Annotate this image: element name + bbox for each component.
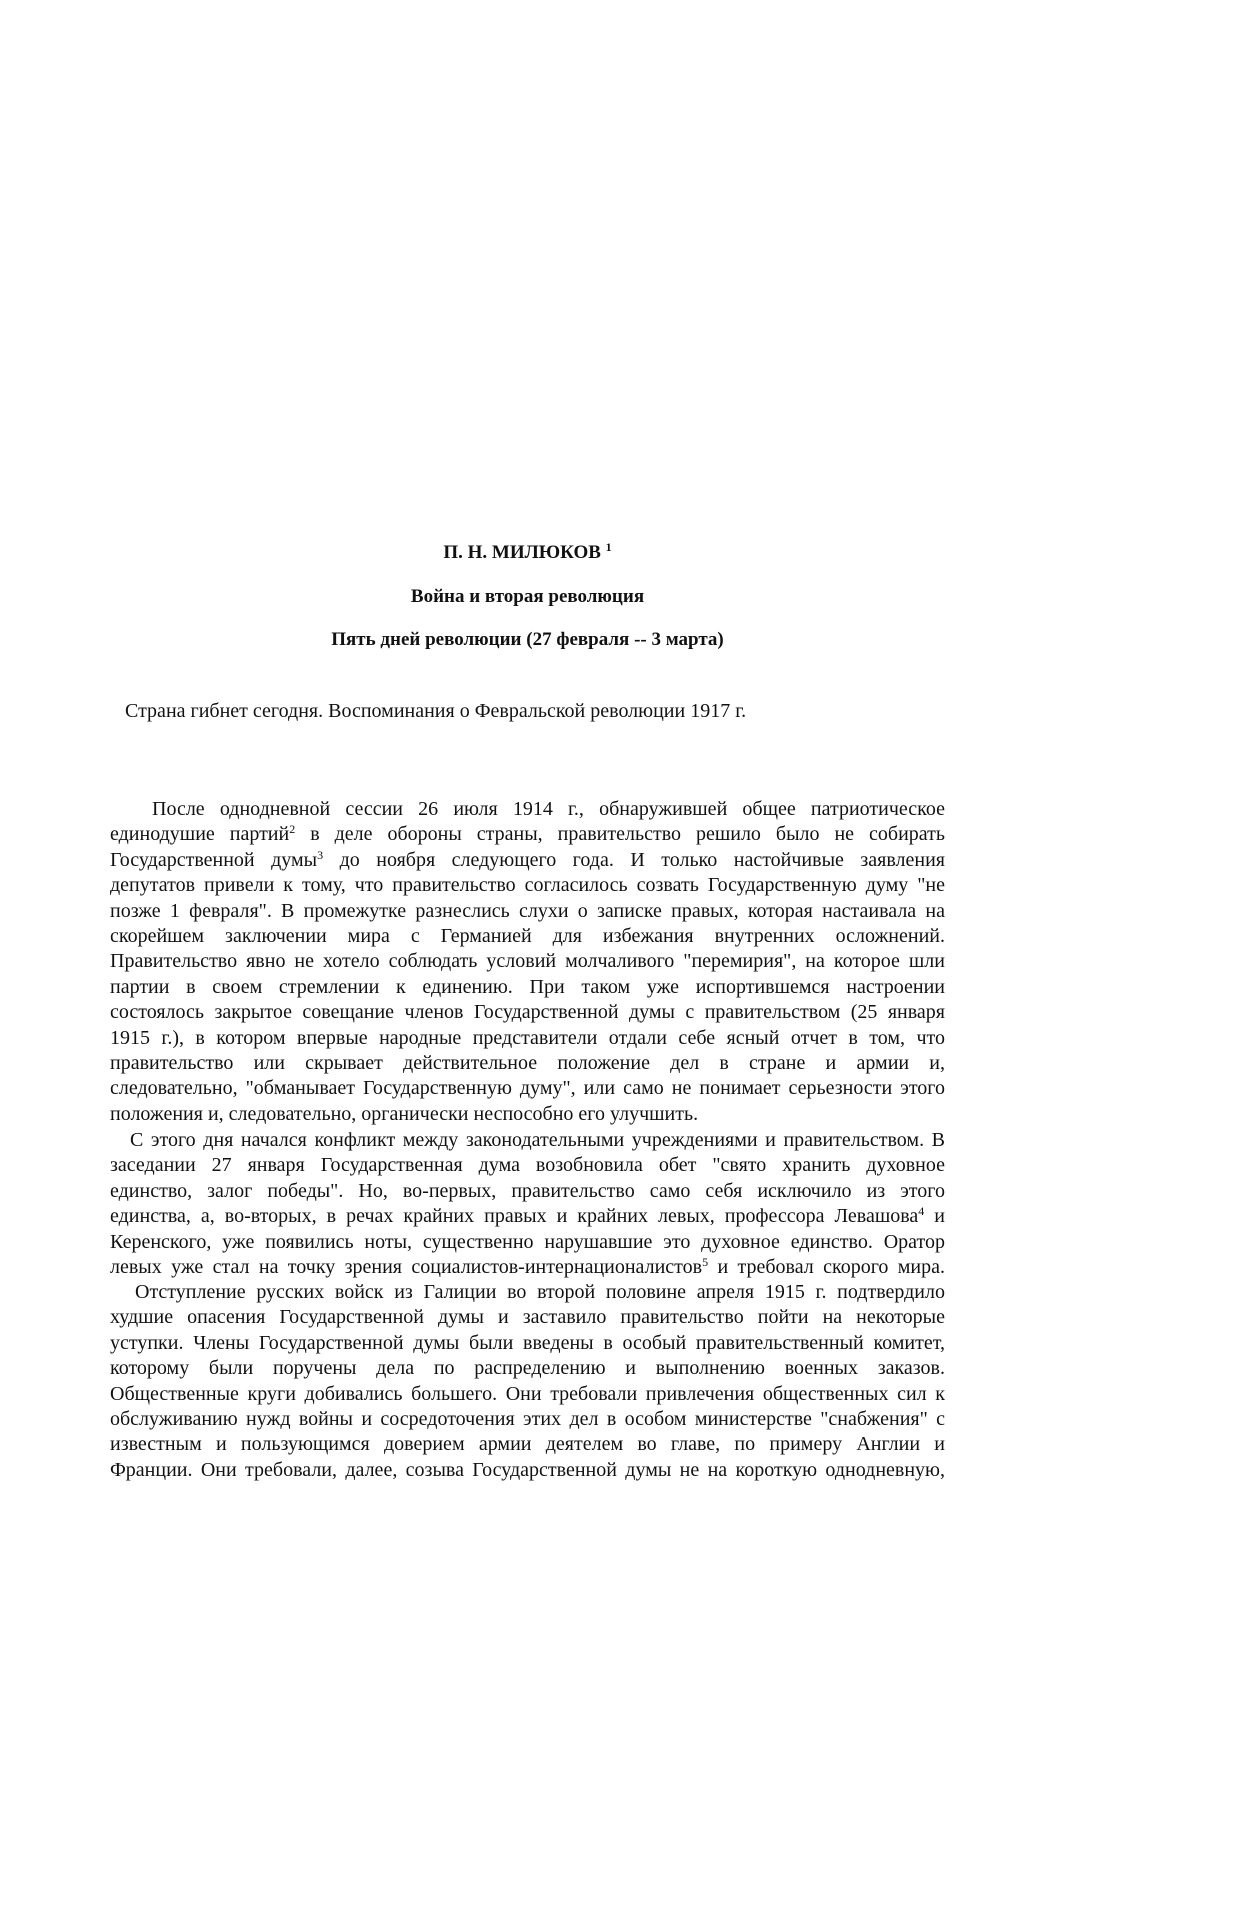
text-line [110,1230,945,1255]
text-line [110,848,945,873]
text-line [110,1280,945,1305]
author-name: П. Н. МИЛЮКОВ [443,542,601,563]
text-line [110,899,945,924]
author-heading [110,541,945,565]
line-text: следовательно, "обманывает Государственную думу", или само не понимает серьезности этого [110,1077,945,1100]
line-text: до ноября следующего года. И только настойчивые заявления [323,848,945,871]
text-line [110,1331,945,1356]
text-line [110,1382,945,1407]
line-text: Франции. Они требовали, далее, созыва Государственной думы не на короткую однодневную, [110,1458,945,1481]
book-title: Война и вторая революция [410,586,645,607]
line-text: единства, а, во-вторых, в речах крайних правых и крайних левых, профессора Левашова [110,1205,919,1228]
text-line [110,1000,945,1025]
text-line [110,1407,945,1432]
source-line: Страна гибнет сегодня. Воспоминания о Февральской революции 1917 г. [125,700,747,722]
footnote-ref[interactable]: 2 [289,822,296,837]
text-line [110,1458,945,1483]
line-text: левых уже стал на точку зрения социалистов-интернационалистов [110,1255,703,1278]
line-text: правительство или скрывает действительное положение дел в стране и армии и, [110,1051,945,1074]
text-line [110,1432,945,1457]
line-text: худшие опасения Государственной думы и заставило правительство пойти на некоторые [110,1306,945,1329]
line-text: заседании 27 января Государственная дума возобновила обет "свято хранить духовное [110,1154,945,1177]
line-text: депутатов привели к тому, что правительство согласилось созвать Государственную думу "не [110,874,945,897]
line-text: состоялось закрытое совещание членов Государственной думы с правительством (25 января [110,1001,945,1024]
text-line [110,1255,945,1280]
footnote-ref[interactable]: 3 [317,847,324,862]
text-line [110,1102,945,1127]
text-line [110,822,945,847]
line-text: положения и, следовательно, органически неспособно его улучшить. [110,1102,699,1125]
line-text: Отступление русских войск из Галиции во второй половине апреля 1915 г. подтвердило [135,1281,945,1303]
chapter-title: Пять дней революции (27 февраля -- 3 марта) [331,629,724,650]
text-line [110,949,945,974]
text-line [110,1026,945,1051]
line-text: известным и пользующимся доверием армии деятелем во главе, по примеру Англии и [110,1433,945,1456]
paragraph-3 [110,1280,945,1483]
line-text: Общественные круги добивались большего. Они требовали привлечения общественных сил к [110,1382,945,1405]
line-text: в деле обороны страны, правительство решило было не собирать [295,823,945,846]
line-text: партии в своем стремлении к единению. При таком уже испортившемся настроении [110,975,945,998]
line-text: и требовал скорого мира. [708,1255,945,1278]
line-text: уступки. Члены Государственной думы были введены в особый правительственный комитет, [110,1331,945,1354]
line-text: Государственной думы [110,848,318,871]
footnote-ref[interactable]: 4 [918,1204,925,1219]
line-text: позже 1 февраля". В промежутке разнеслись слухи о записке правых, которая настаивала на [110,899,945,922]
paragraph-1 [110,797,945,1127]
line-text: скорейшем заключении мира с Германией для избежания внутренних осложнений. [110,924,945,947]
text-line [110,975,945,1000]
text-line [110,1305,945,1330]
line-text: обслуживанию нужд войны и сосредоточения этих дел в особом министерстве "снабжения" с [110,1407,945,1430]
line-text: Керенского, уже появились ноты, существенно нарушавшие это духовное единство. Оратор [110,1230,945,1253]
line-text: единодушие партий [110,823,290,846]
line-text: и [924,1205,946,1228]
paragraph-2 [110,1128,945,1280]
text-line [110,1356,945,1381]
footnote-ref[interactable]: 5 [702,1254,709,1269]
line-text: С этого дня начался конфликт между законодательными учреждениями и правительством. В [130,1129,945,1151]
line-text: После однодневной сессии 26 июля 1914 г., обнаружившей общее патриотическое [152,798,945,820]
text-line [110,1204,945,1229]
line-text: единство, залог победы". Но, во-первых, правительство само себя исключило из этого [110,1179,945,1202]
footnote-ref[interactable]: 1 [605,540,612,554]
text-line [110,1076,945,1101]
text-line [110,1128,945,1153]
text-line [110,1051,945,1076]
text-line [110,924,945,949]
line-text: которому были поручены дела по распределению и выполнению военных заказов. [110,1357,945,1380]
text-line [110,1153,945,1178]
text-line [110,873,945,898]
line-text: Правительство явно не хотело соблюдать условий молчаливого "перемирия", на которое шли [110,950,945,973]
text-line [110,1179,945,1204]
text-line [110,797,945,822]
line-text: 1915 г.), в котором впервые народные представители отдали себе ясный отчет в том, что [110,1026,945,1049]
